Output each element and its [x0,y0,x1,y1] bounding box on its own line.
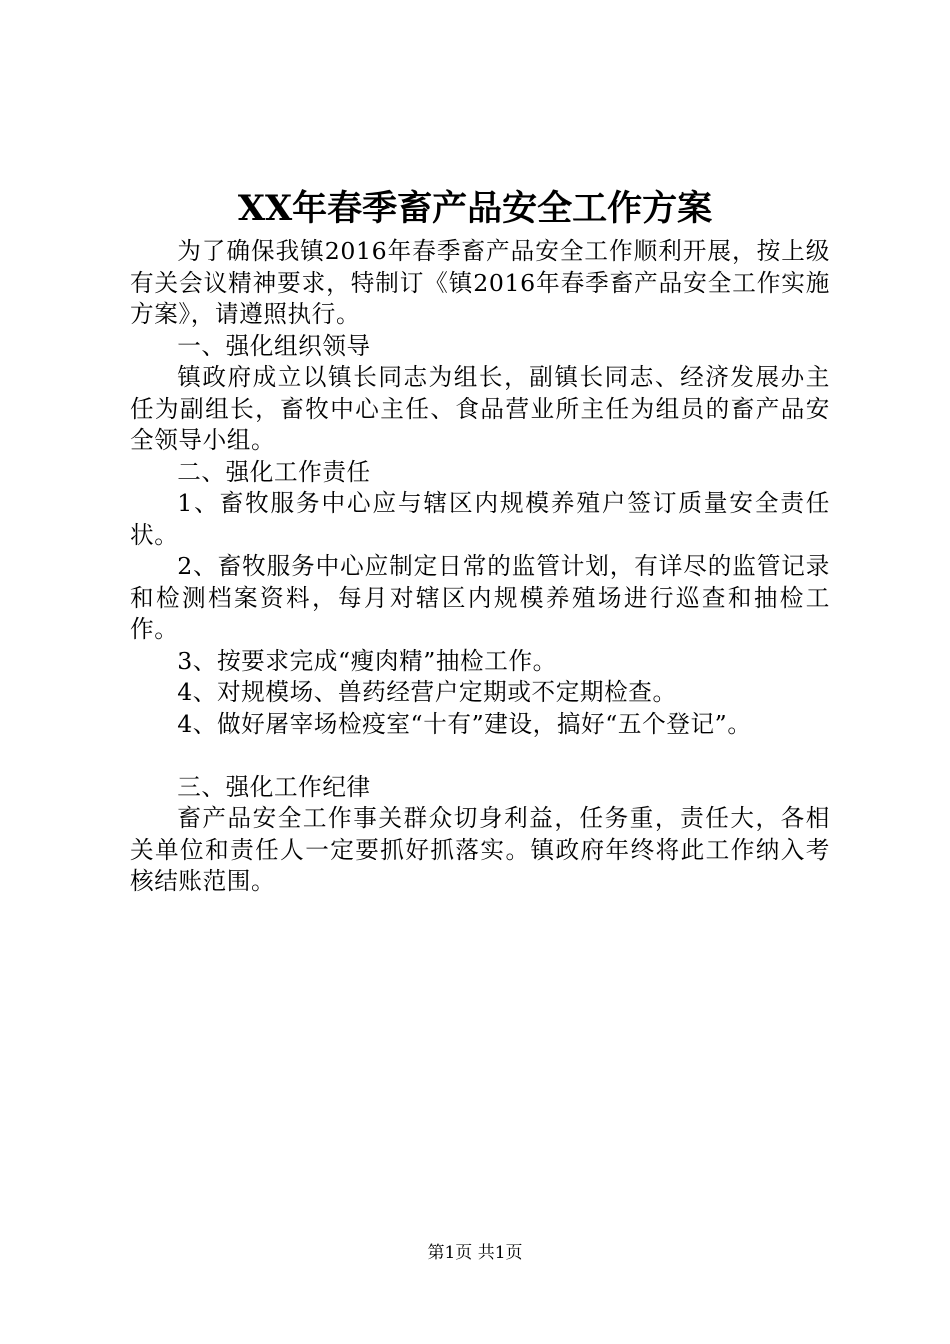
section-1-paragraph: 镇政府成立以镇长同志为组长，副镇长同志、经济发展办主任为副组长，畜牧中心主任、食品营业所主任为组员的畜产品安全领导小组。 [130,363,830,454]
document-body [130,236,830,898]
section-2-item-2: 2、畜牧服务中心应制定日常的监管计划，有详尽的监管记录和检测档案资料，每月对辖区内规模养殖场进行巡查和抽检工作。 [130,552,830,643]
section-2-item-5: 4、做好屠宰场检疫室“十有”建设，搞好“五个登记”。 [177,709,752,738]
section-heading-3: 三、强化工作纪律 [177,772,371,801]
page-footer: 第1页 共1页 [427,1243,523,1263]
document-title: XX年春季畜产品安全工作方案 [237,188,713,229]
section-heading-2: 二、强化工作责任 [177,457,371,486]
section-2-item-1: 1、畜牧服务中心应与辖区内规模养殖户签订质量安全责任状。 [130,489,830,549]
section-2-item-4: 4、对规模场、兽药经营户定期或不定期检查。 [177,678,677,706]
section-2-item-3: 3、按要求完成“瘦肉精”抽检工作。 [177,646,557,675]
section-3-paragraph: 畜产品安全工作事关群众切身利益，任务重，责任大，各相关单位和责任人一定要抓好抓落实。镇政府年终将此工作纳入考核结账范围。 [130,804,830,895]
section-heading-1: 一、强化组织领导 [177,331,371,360]
intro-paragraph: 为了确保我镇2016年春季畜产品安全工作顺利开展，按上级有关会议精神要求，特制订《镇2016年春季畜产品安全工作实施方案》，请遵照执行。 [130,237,830,328]
